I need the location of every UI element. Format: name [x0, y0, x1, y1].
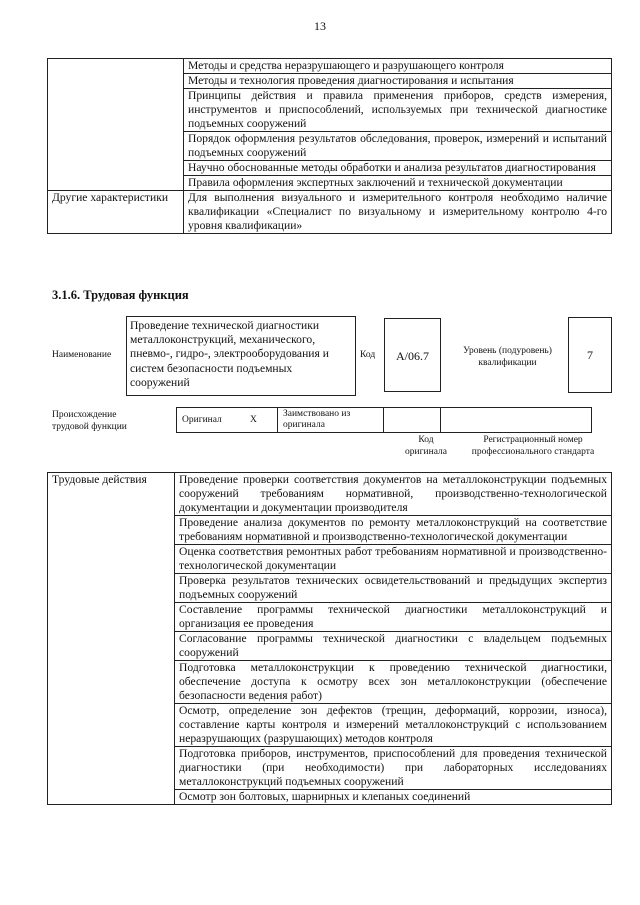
- origin-table: [176, 407, 592, 433]
- labor-action-item: Проведение анализа документов по ремонту металлоконструкций на соответствие требованиям нормативной и производственно-технологической документации: [175, 516, 612, 545]
- labor-action-item: Подготовка приборов, инструментов, приспособлений для проведения технической диагностики (при необходимости) при лабораторных исследованиях металлоконструкций подъемных сооружений: [175, 747, 612, 790]
- knowledge-item: Методы и средства неразрушающего и разрушающего контроля: [184, 59, 612, 74]
- section-heading: 3.1.6. Трудовая функция: [52, 288, 189, 302]
- knowledge-item: Правила оформления экспертных заключений и технической документации: [184, 176, 612, 191]
- origin-borrowed-label: Заимствовано из оригинала: [278, 408, 384, 433]
- origin-caption-code: Код оригинала: [405, 435, 447, 457]
- labor-action-item: Составление программы технической диагностики металлоконструкций и организация ее проведения: [175, 603, 612, 632]
- origin-label: Происхождение трудовой функции: [52, 410, 127, 432]
- labor-action-item: Согласование программы технической диагностики с владельцем подъемных сооружений: [175, 632, 612, 661]
- labor-action-item: Проведение проверки соответствия документов на металлоконструкции подъемных сооружений требованиям нормативной, производственно-технологической документации и документации производителя: [175, 473, 612, 516]
- origin-original-mark: X: [245, 408, 278, 433]
- labor-action-item: Подготовка металлоконструкции к проведению технической диагностики, обеспечение доступа к осмотру всех зон металлоконструкции (обеспечение безопасности ведения работ): [175, 661, 612, 704]
- knowledge-label-cell: [48, 59, 184, 191]
- function-code-label: Код: [360, 350, 376, 360]
- origin-caption-reg: Регистрационный номер профессионального стандарта: [471, 435, 595, 457]
- function-code-value: A/06.7: [396, 349, 429, 363]
- page-number: 13: [314, 19, 326, 33]
- knowledge-table: [47, 58, 612, 234]
- qualification-level-value: 7: [587, 348, 593, 362]
- function-code-box: [384, 318, 441, 392]
- labor-action-item: Оценка соответствия ремонтных работ требованиям нормативной и производственно-технологической документации: [175, 545, 612, 574]
- labor-action-item: Осмотр, определение зон дефектов (трещин, деформаций, коррозии, износа), составление карты контроля и измерений металлоконструкций с использованием неразрушающих (разрушающих) методов контроля: [175, 704, 612, 747]
- qualification-level-box: [568, 317, 612, 393]
- knowledge-item: Методы и технология проведения диагностирования и испытания: [184, 74, 612, 89]
- other-characteristics-text: Для выполнения визуального и измерительного контроля необходимо наличие квалификации «Специалист по визуальному и измерительному контролю 4-го уровня квалификации»: [184, 191, 612, 234]
- labor-actions-label: Трудовые действия: [48, 473, 175, 805]
- origin-reg-number-cell: [441, 408, 592, 433]
- function-name-label: Наименование: [52, 350, 112, 360]
- labor-action-item: Проверка результатов технических освидетельствований и предыдущих экспертиз подъемных сооружений: [175, 574, 612, 603]
- origin-code-cell: [384, 408, 441, 433]
- knowledge-item: Порядок оформления результатов обследования, проверок, измерений и испытаний подъемных сооружений: [184, 132, 612, 161]
- qualification-level-label: Уровень (подуровень) квалификации: [463, 346, 552, 368]
- knowledge-item: Принципы действия и правила применения приборов, средств измерения, инструментов и приспособлений, используемых при технической диагностике подъемных сооружений: [184, 89, 612, 132]
- labor-actions-table: [47, 472, 612, 805]
- origin-original-label: Оригинал: [177, 408, 246, 433]
- function-name-box: Проведение технической диагностики металлоконструкций, механического, пневмо-, гидро-, электрооборудования и систем безопасности подъемных сооружений: [126, 316, 356, 396]
- labor-action-item: Осмотр зон болтовых, шарнирных и клепаных соединений: [175, 790, 612, 805]
- other-characteristics-label: Другие характеристики: [48, 191, 184, 234]
- knowledge-item: Научно обоснованные методы обработки и анализа результатов диагностирования: [184, 161, 612, 176]
